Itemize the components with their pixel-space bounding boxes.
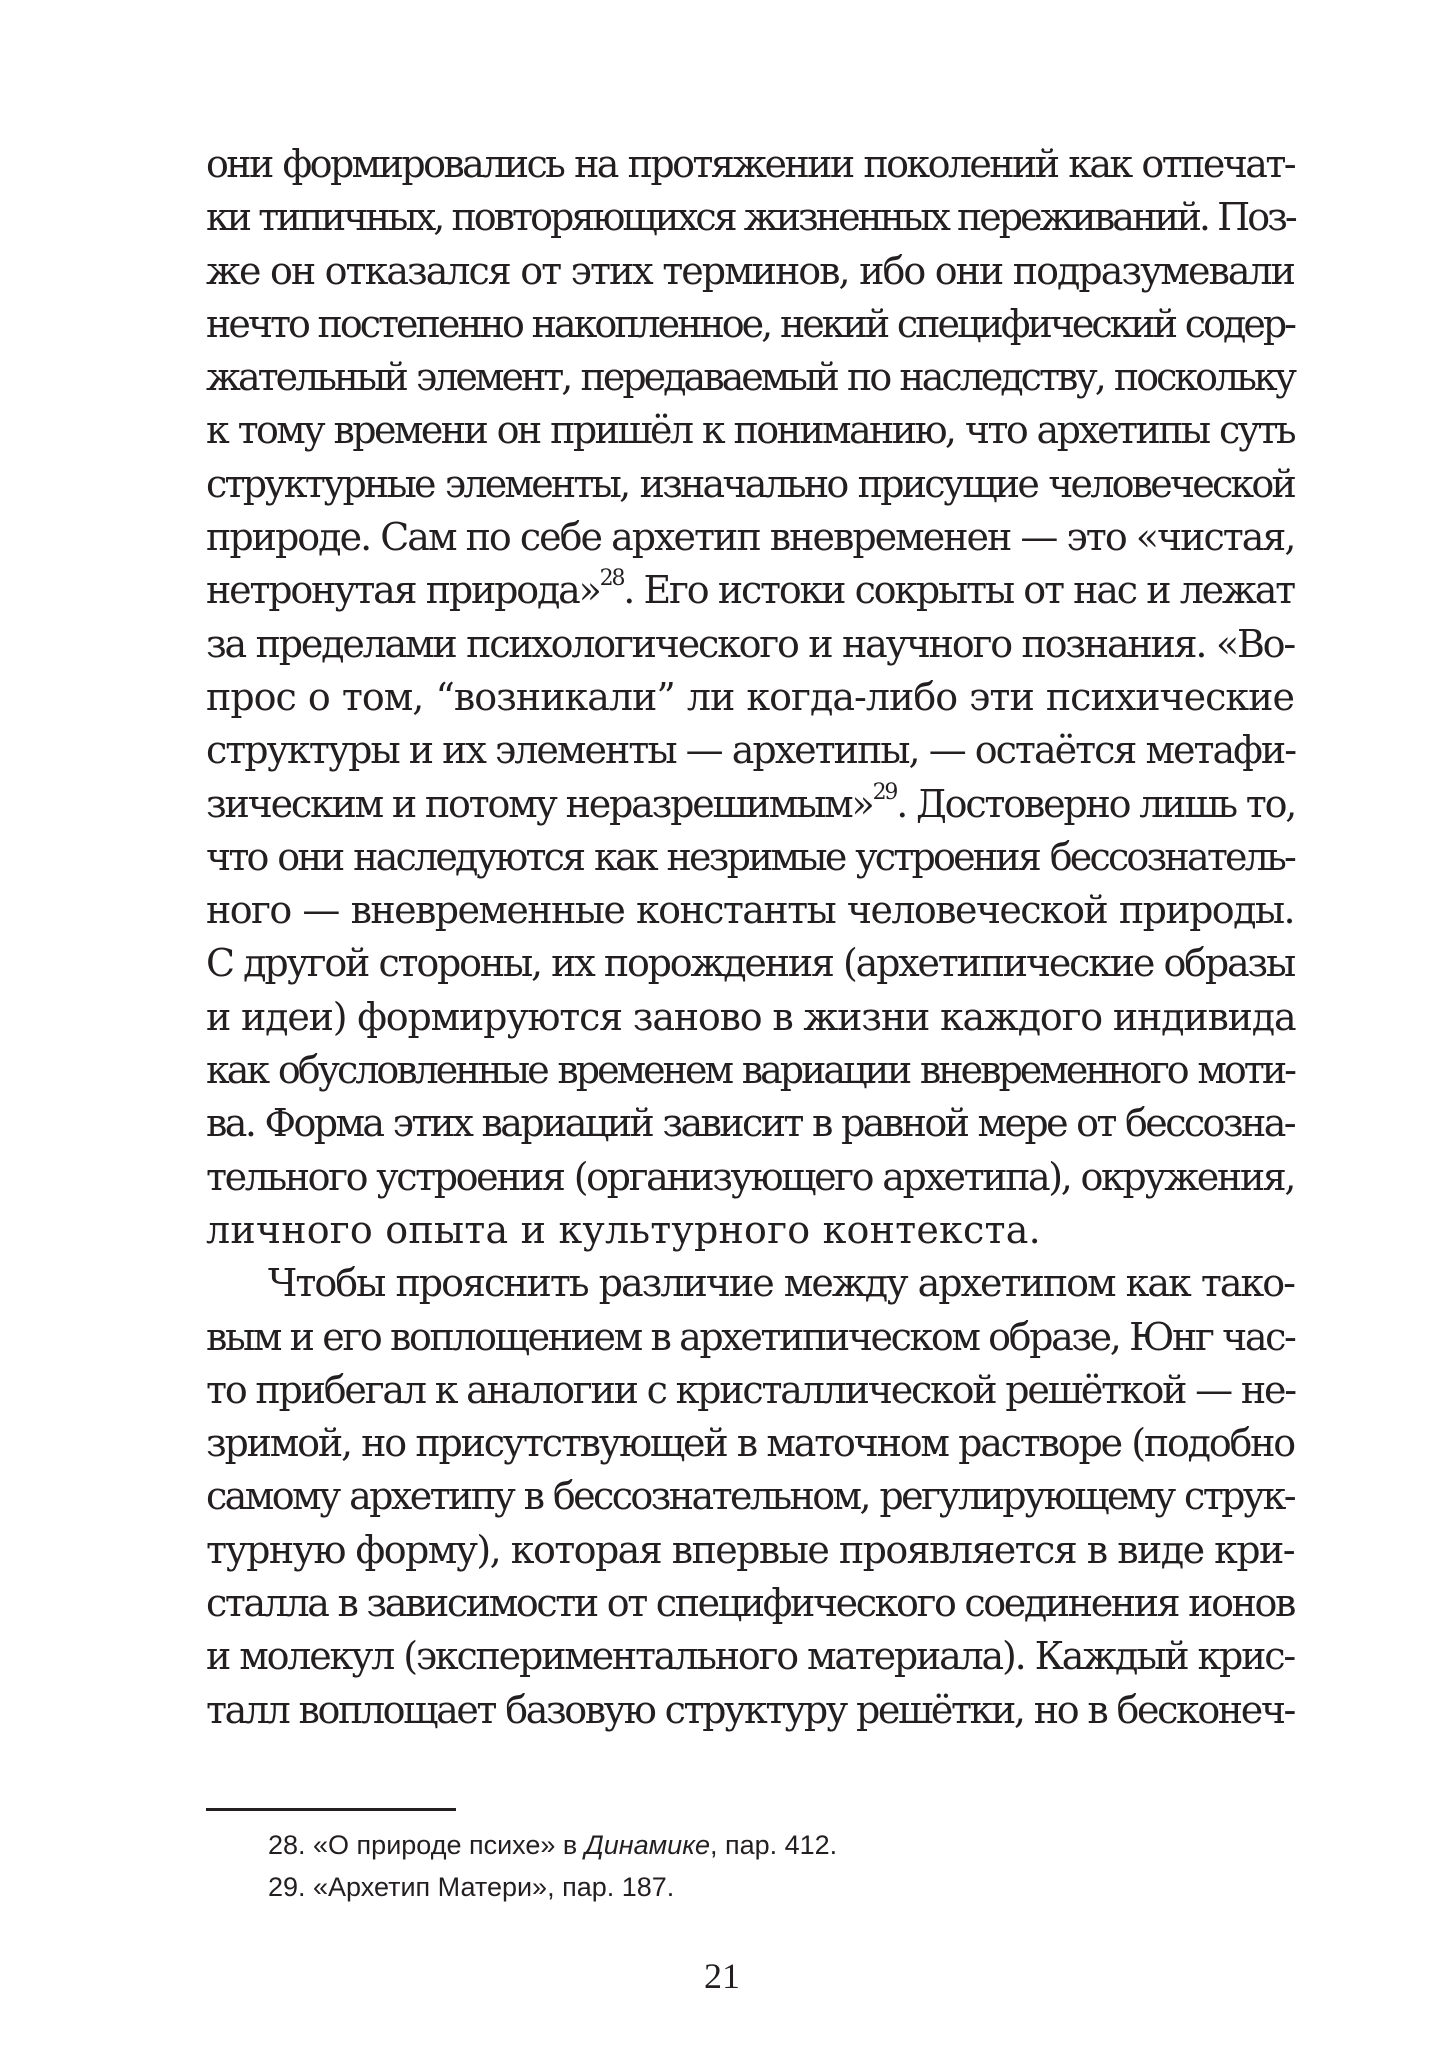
footnotes <box>268 1824 837 1908</box>
text-line: сталла в зависимости от специфического соединения ионов <box>206 1581 1294 1626</box>
text-line: самому архетипу в бессознательном, регулирующему струк- <box>206 1474 1294 1519</box>
text-line: за пределами психологического и научного познания. «Во- <box>206 621 1294 666</box>
text-line: и молекул (экспериментального материала). Каждый крис- <box>206 1634 1294 1679</box>
footnote-29 <box>268 1866 837 1908</box>
text-fragment: зическим и потому неразрешимым» <box>206 781 873 826</box>
main-text <box>206 138 1294 1737</box>
text-line: то прибегал к аналогии с кристаллической решёткой — не- <box>206 1367 1295 1412</box>
footnote-text: 28. «О природе психе» в <box>268 1830 585 1860</box>
text-line: прос о том, “возникали” ли когда-либо эти психические <box>206 674 1294 719</box>
footnote-ref-28: 28 <box>599 566 624 592</box>
text-line: личного опыта и культурного контекста. <box>206 1207 1041 1252</box>
text-line: и идеи) формируются заново в жизни каждого индивида <box>206 994 1296 1039</box>
text-line: они формировались на протяжении поколений как отпечат- <box>206 142 1294 186</box>
text-line: талл воплощает базовую структуру решётки, но в бесконеч- <box>206 1687 1294 1732</box>
text-line: природе. Сам по себе архетип вневременен — это «чистая, <box>206 515 1295 560</box>
text-line: ки типичных, повторяющихся жизненных переживаний. Поз- <box>206 195 1295 240</box>
footnote-ref-29: 29 <box>872 779 897 805</box>
text-line: зримой, но присутствующей в маточном растворе (подобно <box>206 1421 1294 1466</box>
text-line: Чтобы прояснить различие между архетипом как тако- <box>268 1261 1294 1306</box>
text-line: же он отказался от этих терминов, ибо они подразумевали <box>206 248 1294 293</box>
text-line <box>206 564 1294 617</box>
text-line: ва. Форма этих вариаций зависит в равной мере от бессозна- <box>206 1101 1294 1146</box>
text-line: С другой стороны, их порождения (архетипические образы <box>206 941 1294 986</box>
text-line: вым и его воплощением в архетипическом образе, Юнг час- <box>206 1314 1295 1359</box>
page-number: 21 <box>704 1956 740 1996</box>
text-fragment: . Его истоки сокрыты от нас и лежат <box>623 568 1294 613</box>
text-line: структуры и их элементы — архетипы, — остаётся метафи- <box>206 728 1296 773</box>
text-line: к тому времени он пришёл к пониманию, что архетипы суть <box>206 408 1294 453</box>
footnote-title-italic: Динамике <box>584 1830 710 1860</box>
text-line: как обусловленные временем вариации вневременного моти- <box>206 1048 1294 1093</box>
text-line <box>206 778 1294 831</box>
text-line: турную форму), которая впервые проявляется в виде кри- <box>206 1527 1294 1572</box>
text-line: жательный элемент, передаваемый по наследству, поскольку <box>206 355 1294 400</box>
text-line: нечто постепенно накопленное, некий специфический содер- <box>206 301 1294 346</box>
text-fragment: нетронутая природа» <box>206 568 600 613</box>
footnote-separator <box>206 1808 456 1811</box>
text-line: что они наследуются как незримые устроения бессознатель- <box>206 834 1294 879</box>
footnote-28 <box>268 1824 837 1866</box>
text-fragment: . Достоверно лишь то, <box>896 781 1296 826</box>
text-line: структурные элементы, изначально присущие человеческой <box>206 461 1294 506</box>
text-line: ного — вневременные константы человеческой природы. <box>206 888 1294 933</box>
text-line: тельного устроения (организующего архетипа), окружения, <box>206 1154 1294 1199</box>
footnote-text: , пар. 412. <box>709 1830 838 1860</box>
footnote-text: 29. «Архетип Матери», пар. 187. <box>268 1872 675 1902</box>
